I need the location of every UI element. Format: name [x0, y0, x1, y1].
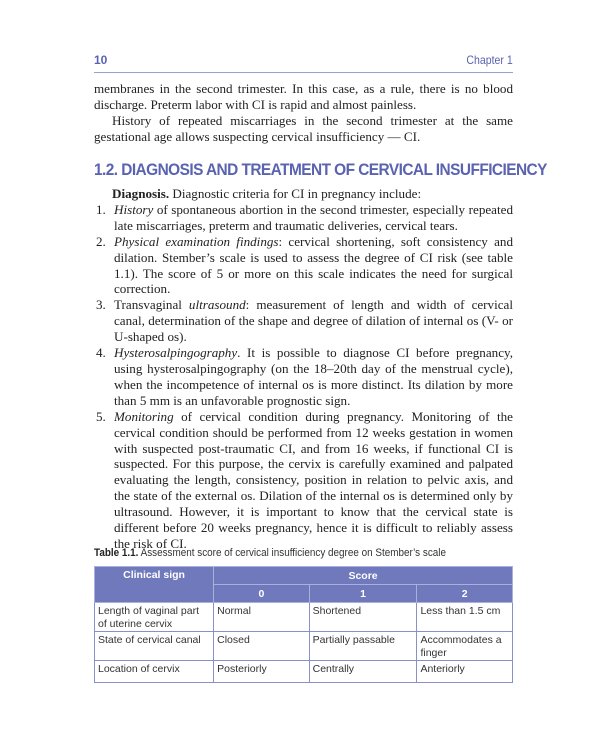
- diagnosis-lead: [112, 186, 513, 202]
- header-clinical-sign: Clinical sign: [95, 567, 214, 603]
- table-row: [95, 603, 513, 632]
- item-term: History: [114, 201, 154, 217]
- cell-score-2: Accommodates a finger: [417, 632, 513, 661]
- list-number: 5.: [96, 408, 106, 424]
- table-caption-text: Assessment score of cervical insufficiency degree on Stember’s scale: [138, 547, 446, 559]
- header-score-0: 0: [214, 585, 310, 603]
- intro-text: [94, 81, 513, 145]
- table-row: [95, 632, 513, 661]
- list-item: [96, 234, 513, 298]
- cell-score-1: Centrally: [309, 661, 417, 683]
- table-row: [95, 661, 513, 683]
- cell-score-1: Partially passable: [309, 632, 417, 661]
- cell-score-2: Anteriorly: [417, 661, 513, 683]
- intro-paragraph-1: membranes in the second trimester. In this case, as a rule, there is no blood discharge. Preterm labor with CI is rapid and almost painless.: [94, 81, 513, 112]
- cell-score-0: Posteriorly: [214, 661, 310, 683]
- item-text: of cervical condition during pregnancy. Monitoring of the cervical condition should be performed from 12 weeks gestation in women with suspected post-traumatic CI, and from 16 weeks, if functional CI is suspected. For this purpose, the cervix is carefully examined and palpated evaluating the length, consistency, position in relation to pelvic axis, and the state of the external os. Dilation of the internal os is determined only by ultrasound. However, it is important to know that the cervical state is different before 20 weeks pregnancy, hence it is difficult to reliably assess the risk of CI.: [114, 408, 513, 551]
- list-number: 3.: [96, 297, 106, 313]
- section-heading: 1.2. DIAGNOSIS AND TREATMENT OF CERVICAL INSUFFICIENCY: [94, 160, 547, 179]
- cell-score-0: Normal: [214, 603, 310, 632]
- running-header: [94, 53, 513, 71]
- chapter-label: Chapter 1: [466, 53, 513, 67]
- header-score-2: 2: [417, 585, 513, 603]
- list-item: [96, 345, 513, 409]
- header-score-1: 1: [309, 585, 417, 603]
- header-rule: [94, 72, 513, 73]
- header-score: Score: [214, 567, 513, 585]
- item-term: Physical examination findings: [114, 233, 279, 249]
- list-item: [96, 409, 513, 552]
- criteria-list: [94, 202, 513, 552]
- page-number: 10: [94, 53, 108, 67]
- list-number: 1.: [96, 201, 106, 217]
- item-term: Hysterosalpingography: [114, 345, 238, 361]
- list-number: 4.: [96, 345, 106, 361]
- list-item: [96, 202, 513, 234]
- intro-paragraph-2: History of repeated miscarriages in the second trimester at the same gestational age allows suspecting cervical insufficiency — CI.: [94, 112, 513, 144]
- cell-sign: State of cervical canal: [95, 632, 214, 661]
- item-text: : cervical shortening, soft consistency and dilation. Stember’s scale is used to assess the degree of CI risk (see table 1.1). The score of 5 or more on this scale indicates the need for surgical correction.: [114, 233, 514, 297]
- list-item: [96, 297, 513, 345]
- item-term: ultrasound: [188, 297, 246, 313]
- cell-sign: Location of cervix: [95, 661, 214, 683]
- diagnosis-label: Diagnosis.: [112, 186, 170, 201]
- cell-score-0: Closed: [214, 632, 310, 661]
- table-caption-label: Table 1.1.: [94, 547, 139, 559]
- cell-score-2: Less than 1.5 cm: [417, 603, 513, 632]
- diagnosis-intro: Diagnostic criteria for CI in pregnancy include:: [169, 186, 422, 201]
- stember-scale-table: [94, 566, 513, 683]
- item-term: Monitoring: [114, 408, 174, 424]
- diagnosis-section: [94, 186, 513, 552]
- item-text: : measurement of length and width of cervical canal, determination of the shape and degree of dilation of internal os (V- or U-shaped os).: [114, 297, 513, 345]
- item-text: of spontaneous abortion in the second trimester, especially repeated late miscarriages, preterm and traumatic deliveries, cervical tears.: [114, 201, 513, 233]
- cell-score-1: Shortened: [309, 603, 417, 632]
- cell-sign: Length of vaginal part of uterine cervix: [95, 603, 214, 632]
- list-number: 2.: [96, 233, 106, 249]
- item-prefix: Transvaginal: [114, 297, 189, 313]
- table-caption: [94, 547, 446, 559]
- item-text: . It is possible to diagnose CI before pregnancy, using hysterosalpingography (on the 18–20th day of the menstrual cycle), when the incompetence of internal os is more distinct. Its dilation by more than 5 mm is an unfavorable prognostic sign.: [114, 345, 513, 408]
- table-header-row: [95, 567, 513, 585]
